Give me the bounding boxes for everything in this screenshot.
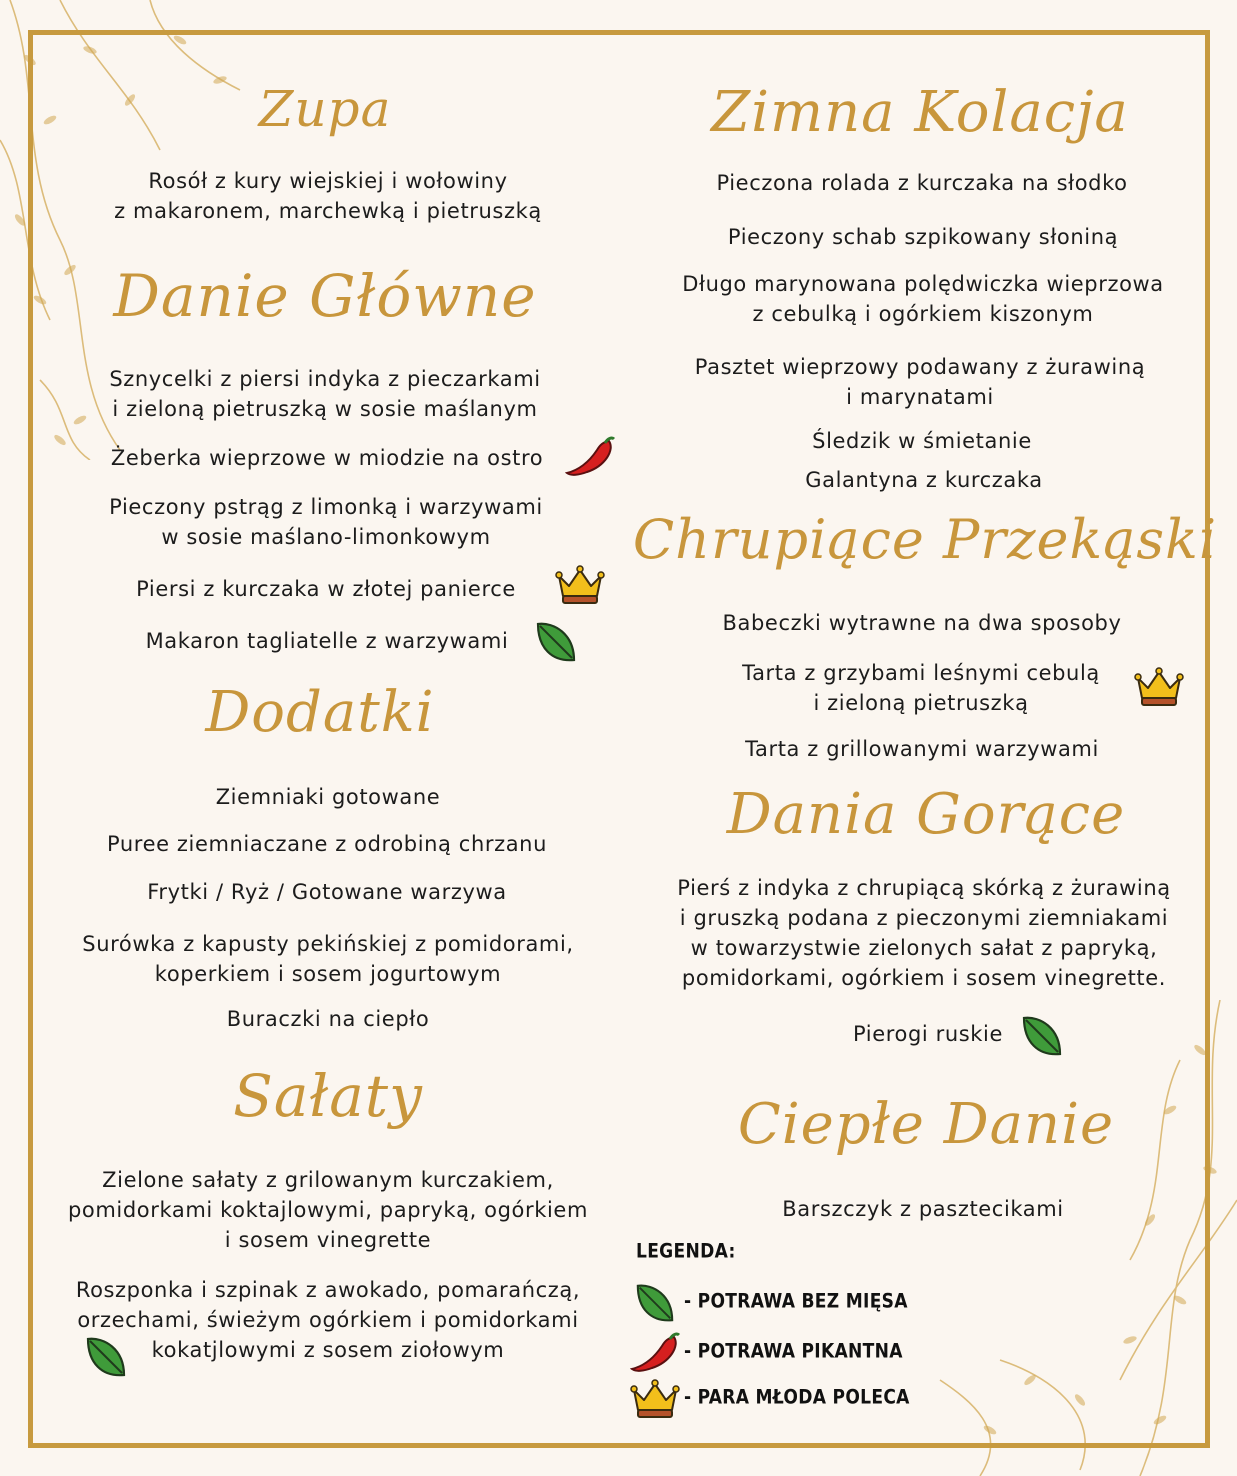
legend-spicy-label: - POTRAWA PIKANTNA xyxy=(684,1339,903,1363)
heading-dodatki: Dodatki xyxy=(205,680,435,745)
leaf-icon xyxy=(1020,1014,1064,1058)
menu-item: Roszponka i szpinak z awokado, pomarańczą, orzechami, świeżym ogórkiem i pomidorkami kokatjlowymi z sosem ziołowym xyxy=(75,1278,581,1362)
heading-salaty: Sałaty xyxy=(233,1062,423,1130)
menu-item: Żeberka wieprzowe w miodzie na ostro xyxy=(110,446,544,470)
menu-item: Pierogi ruskie xyxy=(852,1022,1004,1046)
crown-icon xyxy=(630,1378,680,1420)
menu-item: Zielone sałaty z grilowanym kurczakiem, pomidorkami koktajlowymi, papryką, ogórkiem i sosem vinegrette xyxy=(68,1168,588,1252)
menu-item: Ziemniaki gotowane xyxy=(215,785,441,809)
menu-item: Pieczona rolada z kurczaka na słodko xyxy=(716,171,1128,195)
leaf-icon xyxy=(84,1335,128,1379)
menu-item: Tarta z grillowanymi warzywami xyxy=(745,737,1099,761)
menu-item: Pasztet wieprzowy podawany z żurawiną i marynatami xyxy=(694,355,1146,409)
menu-item: Puree ziemniaczane z odrobiną chrzanu xyxy=(107,832,547,856)
heading-cieple-danie: Ciepłe Danie xyxy=(737,1092,1115,1157)
menu-item: Makaron tagliatelle z warzywami xyxy=(145,629,509,653)
crown-icon xyxy=(555,564,605,606)
menu-item: Pieczony pstrąg z limonką i warzywami w sosie maślano-limonkowym xyxy=(109,495,543,549)
legend-recommended-label: - PARA MŁODA POLECA xyxy=(684,1385,910,1409)
leaf-icon xyxy=(634,1282,676,1324)
heading-zupa: Zupa xyxy=(258,80,392,138)
chili-icon xyxy=(630,1332,680,1374)
menu-item: Frytki / Ryż / Gotowane warzywa xyxy=(147,880,507,904)
heading-chrupiace-przekaski: Chrupiące Przekąski xyxy=(632,508,1218,571)
menu-item: Galantyna z kurczaka xyxy=(805,468,1043,492)
heading-zimna-kolacja: Zimna Kolacja xyxy=(711,80,1129,145)
leaf-icon xyxy=(534,620,578,664)
menu-item: Sznycelki z piersi indyka z pieczarkami i zieloną pietruszką w sosie maślanym xyxy=(109,367,541,421)
menu-item: Piersi z kurczaka w złotej panierce xyxy=(136,577,516,601)
menu-item: Surówka z kapusty pekińskiej z pomidorami, koperkiem i sosem jogurtowym xyxy=(82,932,574,986)
menu-item: Buraczki na ciepło xyxy=(226,1007,430,1031)
menu-item: Pierś z indyka z chrupiącą skórką z żurawiną i gruszką podana z pieczonymi ziemniakami w towarzystwie zielonych sałat z papryką, pomidorkami, ogórkiem i sosem vinegrette. xyxy=(677,876,1171,990)
menu-item: Barszczyk z pasztecikami xyxy=(782,1197,1064,1221)
menu-item: Babeczki wytrawne na dwa sposoby xyxy=(722,611,1122,635)
legend-vege-label: - POTRAWA BEZ MIĘSA xyxy=(684,1289,908,1313)
chili-icon xyxy=(565,436,615,478)
menu-item: Tarta z grzybami leśnymi cebulą i zieloną pietruszką xyxy=(742,661,1100,715)
menu-item: Pieczony schab szpikowany słoniną xyxy=(727,225,1119,249)
menu-item: Śledzik w śmietanie xyxy=(812,429,1032,453)
crown-icon xyxy=(1134,666,1184,708)
heading-dania-gorace: Dania Gorące xyxy=(726,782,1126,847)
heading-danie-glowne: Danie Główne xyxy=(113,262,537,330)
menu-item: Długo marynowana polędwiczka wieprzowa z cebulką i ogórkiem kiszonym xyxy=(682,272,1164,326)
menu-item: Rosół z kury wiejskiej i wołowiny z makaronem, marchewką i pietruszką xyxy=(114,169,542,223)
legend-title: LEGENDA: xyxy=(636,1239,736,1263)
